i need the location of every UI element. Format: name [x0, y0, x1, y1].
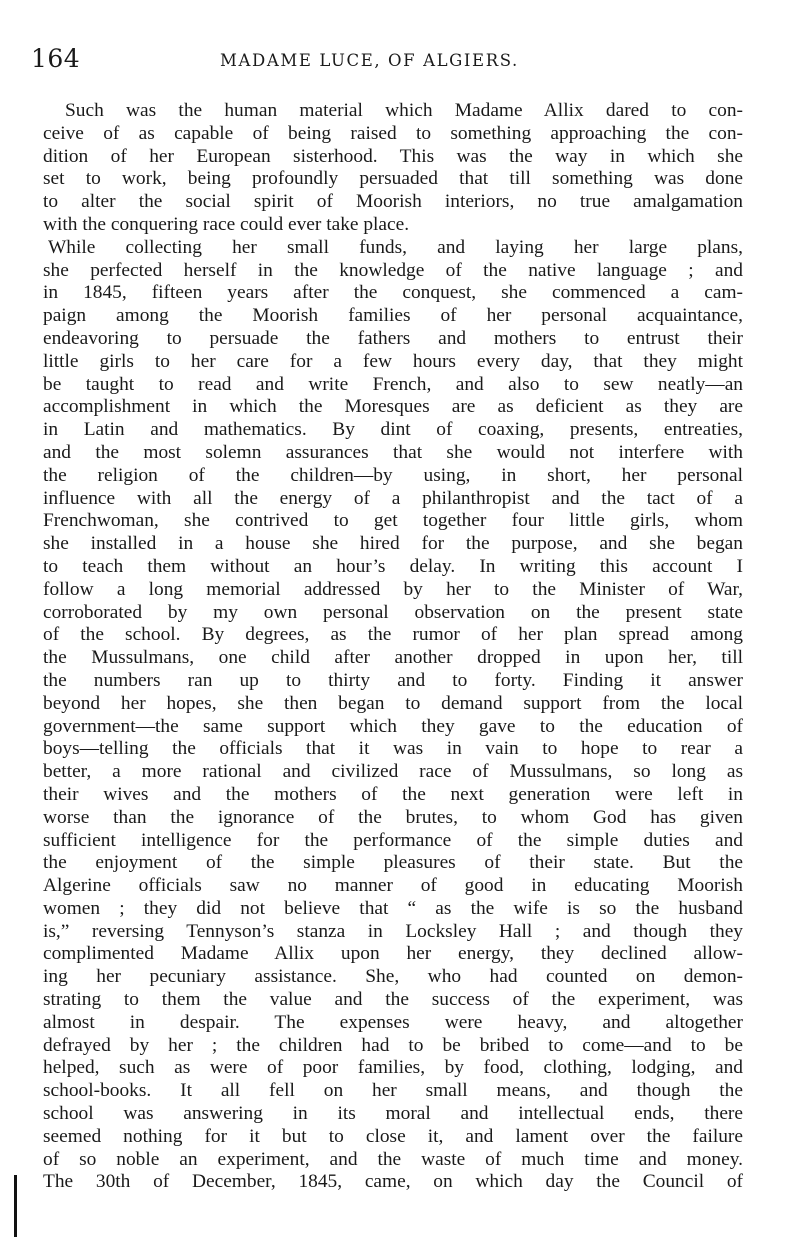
text-line: women ; they did not believe that “ as the wife is so the husband [43, 897, 743, 919]
text-line: she perfected herself in the knowledge of the native language ; and [43, 259, 743, 281]
text-line: of so noble an experiment, and the waste of much time and money. [43, 1148, 743, 1170]
text-line: The 30th of December, 1845, came, on which day the Council of [43, 1171, 743, 1193]
text-line: school-books. It all fell on her small means, and though the [43, 1080, 743, 1102]
text-line: defrayed by her ; the children had to be bribed to come—and to be [43, 1034, 743, 1056]
text-line: ceive of as capable of being raised to something approaching the con- [43, 122, 743, 144]
text-line: complimented Madame Allix upon her energy, they declined allow- [43, 943, 743, 965]
text-line: paign among the Moorish families of her personal acquaintance, [43, 305, 743, 327]
binding-edge-mark [14, 1175, 17, 1237]
body-text [43, 100, 743, 1194]
text-line: strating to them the value and the success of the experiment, was [43, 989, 743, 1011]
text-line: the enjoyment of the simple pleasures of their state. But the [43, 852, 743, 874]
text-line: While collecting her small funds, and laying her large plans, [48, 236, 743, 258]
text-line: ing her pecuniary assistance. She, who had counted on demon- [43, 966, 743, 988]
page-number: 164 [31, 44, 81, 73]
text-line: sufficient intelligence for the performance of the simple duties and [43, 829, 743, 851]
text-line: boys—telling the officials that it was in vain to hope to rear a [43, 738, 743, 760]
text-line: almost in despair. The expenses were heavy, and altogether [43, 1011, 743, 1033]
text-line: the Mussulmans, one child after another dropped in upon her, till [43, 647, 743, 669]
text-line: school was answering in its moral and intellectual ends, there [43, 1103, 743, 1125]
text-line: she installed in a house she hired for the purpose, and she began [43, 533, 743, 555]
text-line: of the school. By degrees, as the rumor of her plan spread among [43, 624, 743, 646]
text-line: to alter the social spirit of Moorish interiors, no true amalgamation [43, 191, 743, 213]
text-line: with the conquering race could ever take place. [43, 213, 410, 235]
text-line: little girls to her care for a few hours every day, that they might [43, 350, 743, 372]
running-title: MADAME LUCE, OF ALGIERS. [220, 51, 519, 70]
text-line: better, a more rational and civilized race of Mussulmans, so long as [43, 761, 743, 783]
text-line: to teach them without an hour’s delay. In writing this account I [43, 555, 743, 577]
running-head [31, 44, 761, 74]
text-line: corroborated by my own personal observation on the present state [43, 601, 743, 623]
text-line: worse than the ignorance of the brutes, to whom God has given [43, 806, 743, 828]
text-line: be taught to read and write French, and also to sew neatly—an [43, 373, 743, 395]
text-line: the numbers ran up to thirty and to forty. Finding it answer [43, 669, 743, 691]
text-line: dition of her European sisterhood. This was the way in which she [43, 145, 743, 167]
text-line: in Latin and mathematics. By dint of coaxing, presents, entreaties, [43, 419, 743, 441]
text-line: endeavoring to persuade the fathers and mothers to entrust their [43, 327, 743, 349]
text-line: is,” reversing Tennyson’s stanza in Locksley Hall ; and though they [43, 920, 743, 942]
text-line: in 1845, fifteen years after the conquest, she commenced a cam- [43, 282, 743, 304]
text-line: the religion of the children—by using, in short, her personal [43, 464, 743, 486]
text-line: follow a long memorial addressed by her to the Minister of War, [43, 578, 743, 600]
text-line: helped, such as were of poor families, by food, clothing, lodging, and [43, 1057, 743, 1079]
text-line: influence with all the energy of a philanthropist and the tact of a [43, 487, 743, 509]
text-line: Such was the human material which Madame Allix dared to con- [65, 100, 743, 121]
text-line: their wives and the mothers of the next generation were left in [43, 783, 743, 805]
text-line: beyond her hopes, she then began to demand support from the local [43, 692, 743, 714]
text-line: government—the same support which they gave to the education of [43, 715, 743, 737]
text-line: Frenchwoman, she contrived to get together four little girls, whom [43, 510, 743, 532]
text-line: set to work, being profoundly persuaded that till something was done [43, 168, 743, 190]
text-line: seemed nothing for it but to close it, and lament over the failure [43, 1125, 743, 1147]
text-line: and the most solemn assurances that she would not interfere with [43, 441, 743, 463]
text-line: accomplishment in which the Moresques are as deficient as they are [43, 396, 743, 418]
text-line: Algerine officials saw no manner of good in educating Moorish [43, 875, 743, 897]
